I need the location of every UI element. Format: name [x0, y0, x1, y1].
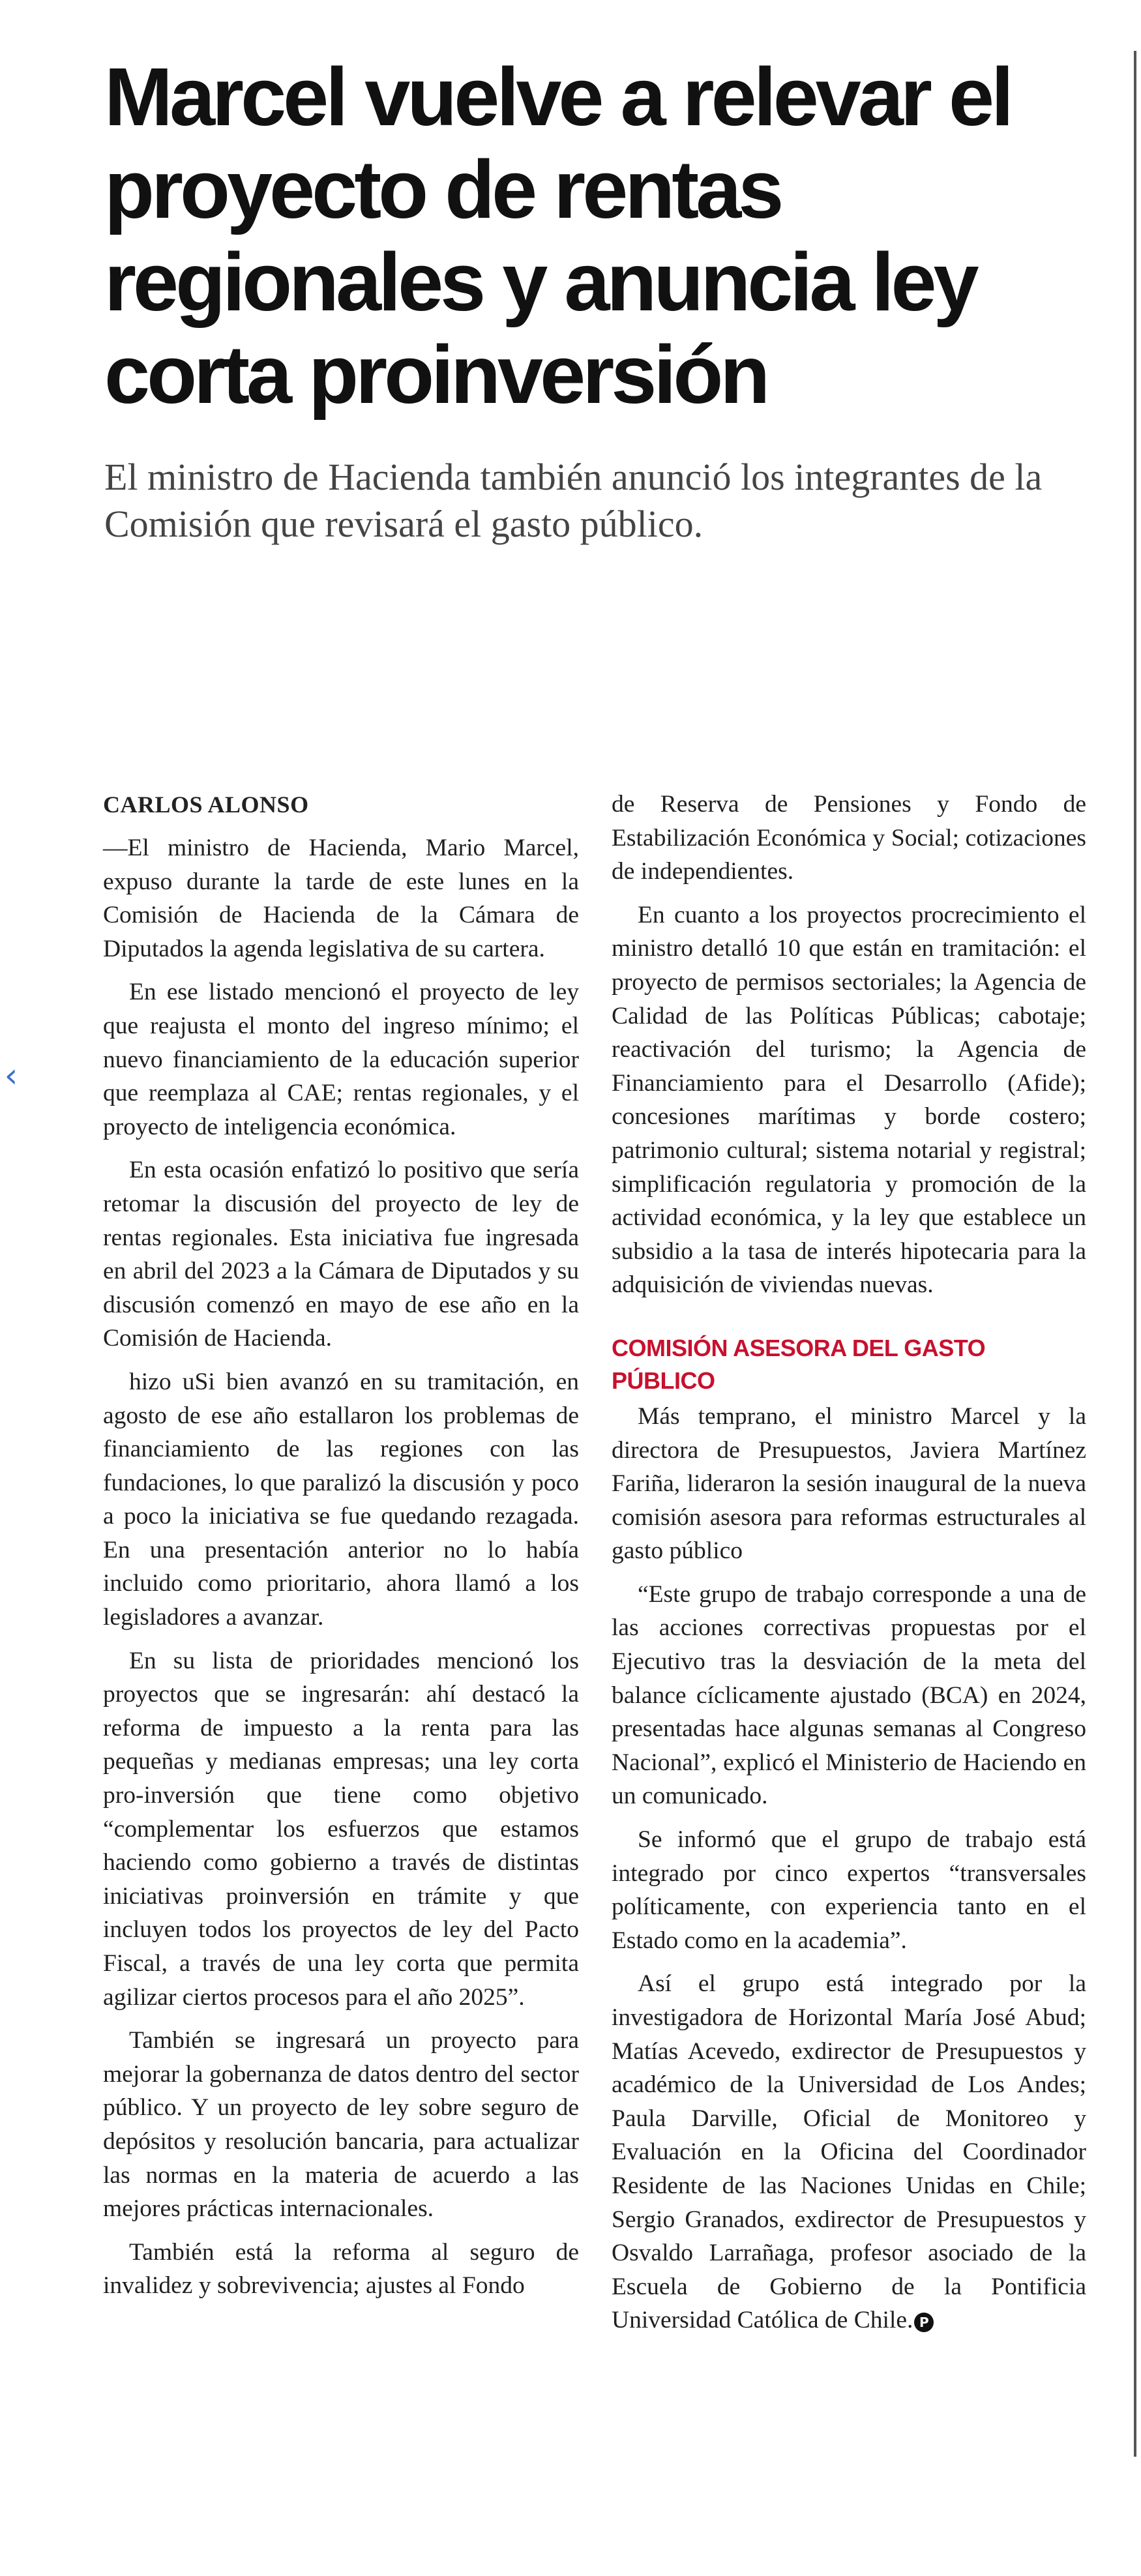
paragraph: En ese listado mencionó el proyecto de ley que reajusta el monto del ingreso mínimo; el nuevo financiamiento de la educación superior que reemplaza al CAE; rentas regionales, y el proyecto de inteligencia económica. — [103, 979, 579, 1140]
paragraph: hizo uSi bien avanzó en su tramitación, en agosto de ese año estallaron los problemas de financiamiento de las regiones con las fundaciones, lo que paralizó la discusión y poco a poco la iniciativa se fue quedando rezagada. En una presentación anterior no lo había incluido como prioritario, ahora llamó a los legisladores a avanzar. — [103, 1368, 579, 1631]
paragraph: —El ministro de Hacienda, Mario Marcel, expuso durante la tarde de este lunes en la Comisión de Hacienda de la Cámara de Diputados la agenda legislativa de su cartera. — [103, 835, 579, 962]
paragraph-text: Así el grupo está integrado por la investigadora de Horizontal María José Abud; Matías Acevedo, exdirector de Presupuestos y académico de la Universidad de Los Andes; Paula Darville, Oficial de Monitoreo y Evaluación en la Oficina del Coordinador Residente de las Naciones Unidas en Chile; Sergio Granados, exdirector de Presupuestos y Osvaldo Larrañaga, profesor asociado de la Escuela de Gobierno de la Pontificia Universidad Católica de Chile. — [612, 1970, 1086, 2334]
column-rule — [1134, 51, 1136, 2457]
paragraph: Más temprano, el ministro Marcel y la directora de Presupuestos, Javiera Martínez Fariña, lideraron la sesión inaugural de la nueva comisión asesora para reformas estructurales al gasto público — [612, 1402, 1086, 1565]
paragraph: “Este grupo de trabajo corresponde a una de las acciones correctivas propuestas por el Ejecutivo tras la desviación de la meta del balance cíclicamente ajustado (BCA) en 2024, presentadas hace algunas semanas al Congreso Nacional”, explicó el Ministerio de Haciendo en un comunicado. — [612, 1580, 1086, 1810]
paragraph: También se ingresará un proyecto para mejorar la gobernanza de datos dentro del sector público. Y un proyecto de ley sobre seguro de depósitos y resolución bancaria, para actualizar las normas en la materia de acuerdo a las mejores prácticas internacionales. — [103, 2027, 579, 2223]
byline: CARLOS ALONSO — [103, 792, 309, 818]
subhead: El ministro de Hacienda también anunció los integrantes de la Comisión que revisará el gasto público. — [104, 456, 1043, 545]
paragraph: de Reserva de Pensiones y Fondo de Estabilización Económica y Social; cotizaciones de independientes. — [612, 791, 1086, 885]
article-column-right — [612, 788, 1086, 2347]
end-of-article-icon: P — [914, 2313, 934, 2332]
article-column-left — [103, 788, 579, 2313]
paragraph: En su lista de prioridades mencionó los proyectos que se ingresarán: ahí destacó la reforma de impuesto a la renta para las pequeñas y medianas empresas; una ley corta pro-inversión que tiene como objetivo “complementar los esfuerzos que estamos haciendo como gobierno a través de distintas iniciativas proinversión en trámite y que incluyen todos los proyectos de ley del Pacto Fiscal, a través de una ley corta que permita agilizar ciertos procesos para el año 2025”. — [103, 1647, 579, 2011]
headline: Marcel vuelve a relevar el proyecto de rentas regionales y anuncia ley corta proinversión — [104, 51, 1011, 421]
paragraph: En cuanto a los proyectos procrecimiento el ministro detalló 10 que están en tramitación: el proyecto de permisos sectoriales; la Agencia de Calidad de las Políticas Públicas; cabotaje; reactivación del turismo; la Agencia de Financiamiento para el Desarrollo (Afide); concesiones marítimas y borde costero; patrimonio cultural; sistema notarial y registral; simplificación regulatoria y promoción de la actividad económica, y la ley que establece un subsidio a la tasa de interés hipotecaria para la adquisición de viviendas nuevas. — [612, 901, 1086, 1299]
paragraph-last — [612, 1967, 1086, 2337]
section-heading: COMISIÓN ASESORA DEL GASTO PÚBLICO — [612, 1334, 986, 1394]
paragraph: Se informó que el grupo de trabajo está integrado por cinco expertos “transversales políticamente, con experiencia tanto en el Estado como en la academia”. — [612, 1826, 1086, 1954]
paragraph: También está la reforma al seguro de invalidez y sobrevivencia; ajustes al Fondo — [103, 2238, 579, 2300]
chevron-left-icon[interactable]: ‹ — [4, 1056, 18, 1095]
paragraph: En esta ocasión enfatizó lo positivo que sería retomar la discusión del proyecto de ley de rentas regionales. Esta iniciativa fue ingresada en abril del 2023 a la Cámara de Diputados y su discusión comenzó en mayo de ese año en la Comisión de Hacienda. — [103, 1157, 579, 1352]
